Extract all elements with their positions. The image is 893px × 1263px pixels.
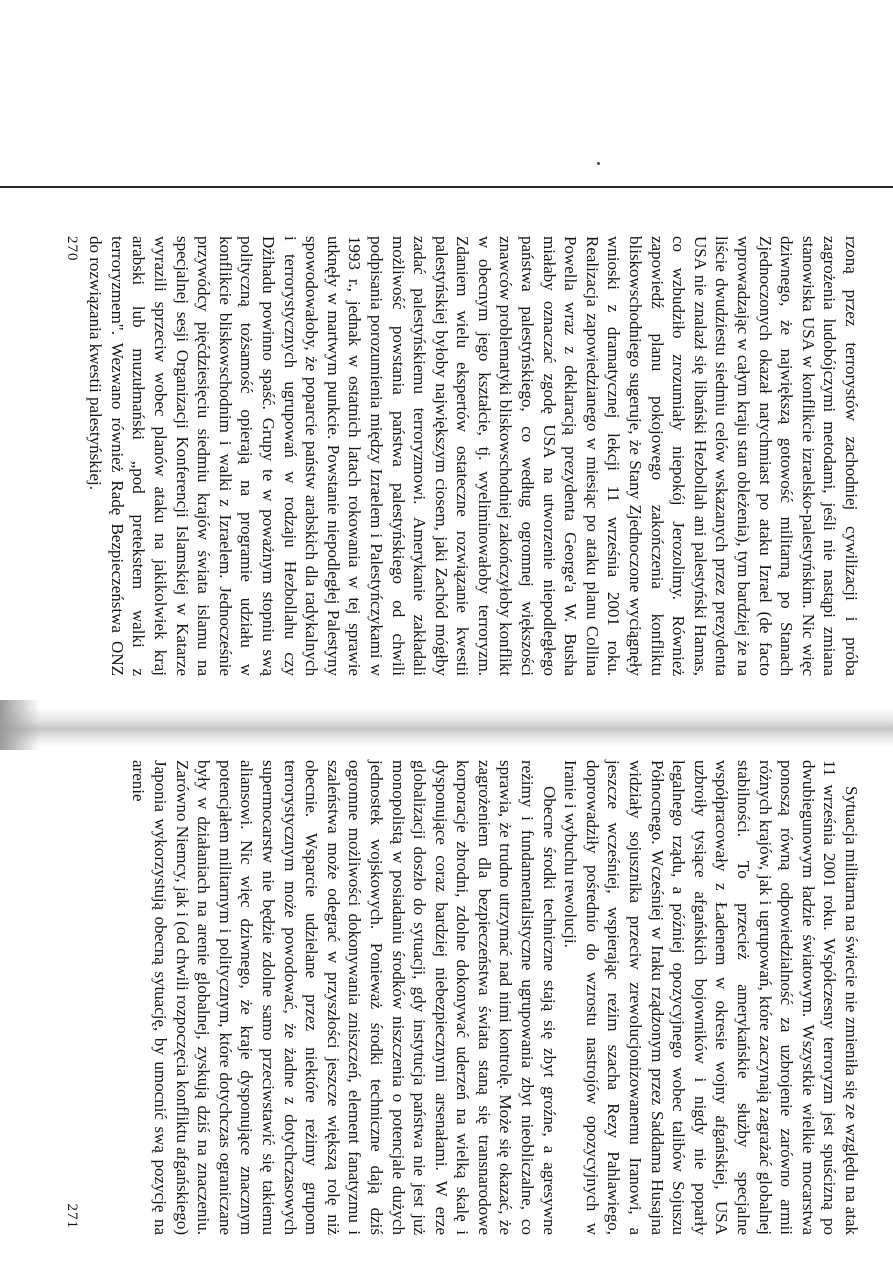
page-271-paragraph-1: Sytuacja militarna na świecie nie zmieniła się ze względu na atak 11 września 2001 roku. Współczesny terroryzm jest spuścizną po dwubiegunowym ładzie światowym. Wszystkie wielkie mocarstwa ponoszą równą odpowiedzialność za uzbrojenie zarówno armii różnych krajów, jak i ugrupowań, które zaczynają zagrażać globalnej stabilności. To przecież amerykańskie służby specjalne współpracowały z Ładenem w okresie wojny afgańskiej, USA uzbroiły tysiące afgańskich bojowników i nigdy nie poparły legalnego rządu, a później opozycyjnego wobec talibów Sojuszu Północnego. Wcześniej w Iraku rządzonym przez Saddama Husajna widziały sojusznika przeciw zrewolucjonizowanemu Iranowi, a jeszcze wcześniej, wspierając reżim szacha Rezy Pahlawiego, doprowadziły pośrednio do wzrostu nastrojów opozycyjnych w Iranie i wybuchu rewolucji. xyxy=(561,760,861,1235)
page-271 xyxy=(62,760,862,1235)
book-gutter xyxy=(0,708,893,746)
page-number-271: 271 xyxy=(64,1203,80,1229)
scan-speck xyxy=(597,162,600,165)
page-270 xyxy=(62,236,862,676)
page-270-paragraph: rzoną przez terrorystów zachodniej cywilizacji i próba zagrożenia ludobójczymi metodami, jeśli nie nastąpi zmiana stanowiska USA w konflikcie izraelsko-palestyńskim. Nic więc dziwnego, że największą gotowość militarną po Stanach Zjednoczonych okazał natychmiast po ataku Izrael (de facto wprowadzając w całym kraju stan obleżenia), tym bardziej że na liście dwudziestu siedmiu celów wskazanych przez prezydenta USA nie znalazł się libański Hezbollah ani palestyński Hamas, co wzbudziło zrozumiały niepokój Jerozolimy. Również zapowiedź planu pokojowego zakończenia konfliktu bliskowschodniego sugeruje, że Stany Zjednoczone wyciągnęły wnioski z dramatycznej lekcji 11 września 2001 roku. Realizacja zapowiedzianego w miesiąc po ataku planu Collina Powella wraz z deklaracją prezydenta George'a W. Busha miałaby oznaczać zgodę USA na utworzenie niepodległego państwa palestyńskiego, co według ogromnej większości znawców problematyki bliskowschodniej zakończyłoby konflikt w obecnym jego kształcie, tj. wyeliminowałoby terroryzm. Zdaniem wielu ekspertów ostateczne rozwiązanie kwestii palestyńskiej byłoby największym ciosem, jaki Zachód mógłby zadać palestyńskiemu terroryzmowi. Amerykanie zakładali możliwość powstania państwa palestyńskiego od chwili podpisania porozumienia między Izraelem i Palestyńczykami w 1993 r., jednak w ostatnich latach rokowania w tej sprawie utknęły w martwym punkcie. Powstanie niepodległej Palestyny spowodowałoby, że poparcie państw arabskich dla radykalnych i terrorystycznych ugrupowań w rodzaju Hezbollahu czy Dżihadu powinno spaść. Grupy te w poważnym stopniu swą polityczną tożsamość opierają na programie udziału w konflikcie bliskowschodnim i walki z Izraelem. Jednocześnie przywódcy pięćdziesięciu siedmiu krajów świata islamu na specjalnej sesji Organizacji Konferencji Islamskiej w Katarze wyrazili sprzeciw wobec planów ataku na jakikolwiek kraj arabski lub muzułmański „pod pretekstem walki z terroryzmem". Wezwano również Radę Bezpieczeństwa ONZ do rozwiązania kwestii palestyńskiej. xyxy=(86,236,861,676)
gutter-shadow xyxy=(0,700,40,750)
page-number-270: 270 xyxy=(64,236,80,262)
page-271-paragraph-2: Obecne środki techniczne stają się zbyt groźne, a agresywne reżimy i fundamentalistyczne ugrupowania zbyt nieobliczalne, co sprawia, że trudno utrzymać nad nimi kontrolę. Może się okazać, że zagrożeniem dla bezpieczeństwa świata staną się transnarodowe korporacje zbrodni, zdolne dokonywać uderzeń na wielką skalę i dysponujące coraz bardziej niebezpiecznymi arsenałami. W erze globalizacji doszło do sytuacji, gdy instytucja państwa nie jest już monopolistą w posiadaniu środków niszczenia o potencjale dużych jednostek wojskowych. Ponieważ środki techniczne dają dziś ogromne możliwości dokonywania zniszczeń, element fanatyzmu i szaleństwa może odegrać w przyszłości jeszcze większą rolę niż obecnie. Wsparcie udzielane przez niektóre reżimy grupom terrorystycznym może powodować, że żadne z dotychczasowych supermocarstw nie będzie zdolne samo przeciwstawić się takiemu aliansowi. Nic więc dziwnego, że kraje dysponujące znacznym potencjałem militarnym i politycznym, które dotychczas ograniczane były w działaniach na arenie globalnej, zyskują dziś na znaczeniu. Zarówno Niemcy, jak i (od chwili rozpoczęcia konfliktu afgańskiego) Japonia wykorzystują obecną sytuację, by umocnić swą pozycję na arenie xyxy=(129,760,559,1235)
scan-edge-line xyxy=(0,186,893,188)
